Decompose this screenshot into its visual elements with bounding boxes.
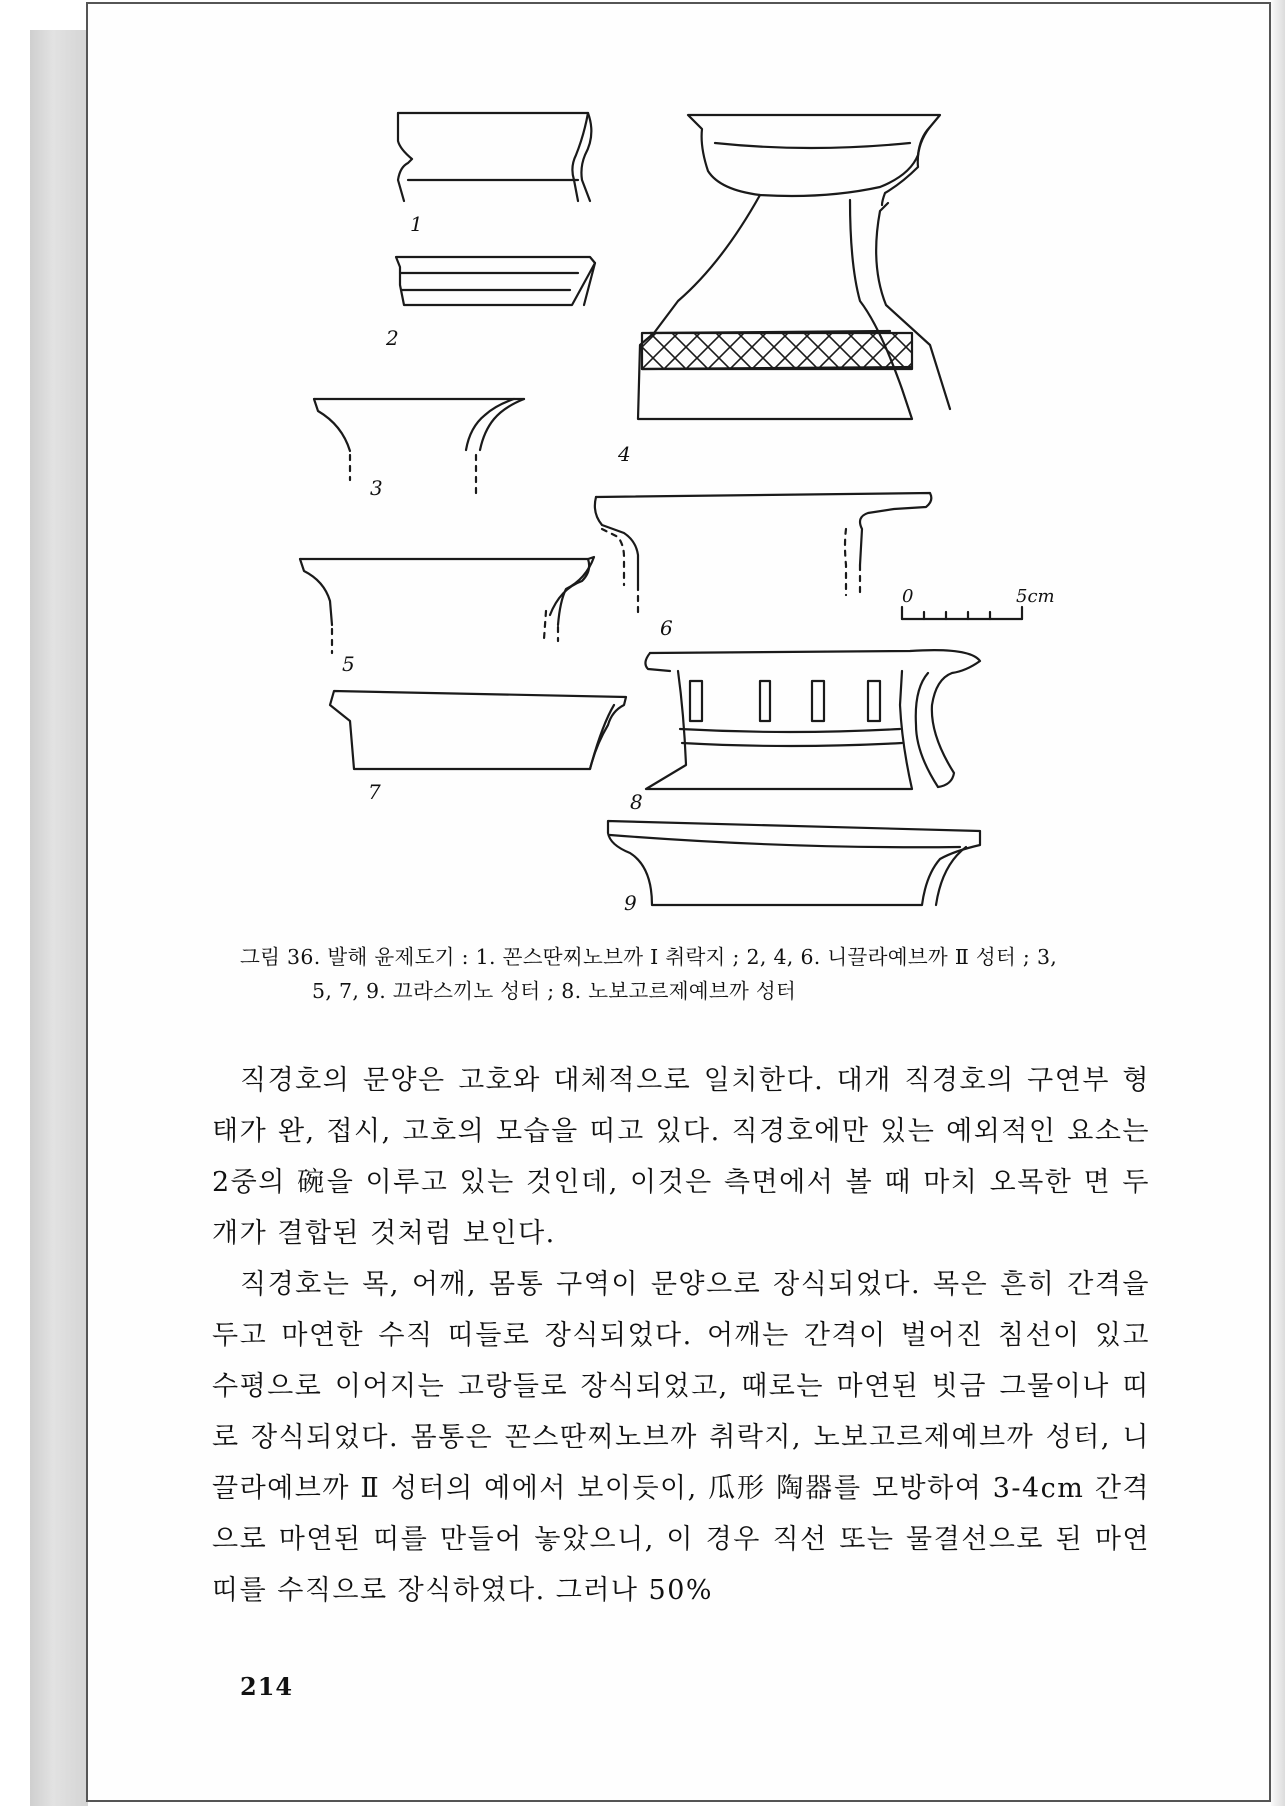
fig-label-9: 9 (624, 891, 637, 915)
fig-label-3: 3 (370, 476, 383, 500)
body-text (212, 1055, 1150, 1616)
fig-label-7: 7 (368, 780, 381, 804)
fig-label-6: 6 (660, 616, 673, 640)
vessel-sherd-6 (595, 493, 931, 640)
vessel-sherd-3 (314, 399, 524, 500)
scale-start-label: 0 (902, 586, 914, 607)
vessel-sherd-1 (398, 113, 591, 236)
scale-end-label: 5cm (1016, 586, 1055, 607)
vessel-sherd-8 (630, 650, 980, 814)
figure-caption (240, 940, 1160, 1008)
vessel-sherd-7 (330, 691, 626, 804)
page-number: 214 (240, 1672, 294, 1701)
fig-label-5: 5 (342, 652, 355, 676)
vessel-sherd-5 (300, 557, 594, 676)
book-spine (30, 0, 88, 1806)
vessel-sherd-4 (617, 115, 950, 466)
fig-label-4: 4 (618, 442, 631, 466)
page-edge-shadow (1271, 0, 1285, 1806)
vessel-sherd-9 (608, 821, 980, 915)
vessel-sherd-2 (385, 257, 595, 350)
caption-line-1: 그림 36. 발해 윤제도기 : 1. 꼰스딴찌노브까 Ⅰ 취락지 ; 2, 4, 6. 니끌라예브까 Ⅱ 성터 ; 3, (240, 945, 1058, 969)
book-spine-top (30, 0, 88, 30)
paragraph-1: 직경호의 문양은 고호와 대체적으로 일치한다. 대개 직경호의 구연부 형태가 완, 접시, 고호의 모습을 띠고 있다. 직경호에만 있는 예외적인 요소는 2중의 碗을 이루고 있는 것인데, 이것은 측면에서 볼 때 마치 오목한 면 두 개가 결합된 것처럼 보인다. (212, 1065, 1150, 1249)
fig-label-2: 2 (386, 326, 399, 350)
paragraph-2: 직경호는 목, 어깨, 몸통 구역이 문양으로 장식되었다. 목은 흔히 간격을 두고 마연한 수직 띠들로 장식되었다. 어깨는 간격이 벌어진 침선이 있고 수평으로 이어지는 고랑들로 장식되었고, 때로는 마연된 빗금 그물이나 띠로 장식되었다. 몸통은 꼰스딴찌노브까 취락지, 노보고르제예브까 성터, 니끌라예브까 Ⅱ 성터의 예에서 보이듯이, 瓜形 陶器를 모방하여 3-4cm 간격으로 마연된 띠를 만들어 놓았으니, 이 경우 직선 또는 물결선으로 된 마연띠를 수직으로 장식하였다. 그러나 50% (212, 1269, 1150, 1606)
fig-label-1: 1 (410, 212, 423, 236)
pottery-drawing (290, 105, 1070, 925)
fig-label-8: 8 (630, 790, 643, 814)
caption-line-2: 5, 7, 9. 끄라스끼노 성터 ; 8. 노보고르제예브까 성터 (312, 979, 797, 1003)
scale-bar (902, 586, 1055, 619)
pottery-figure (290, 105, 1070, 925)
